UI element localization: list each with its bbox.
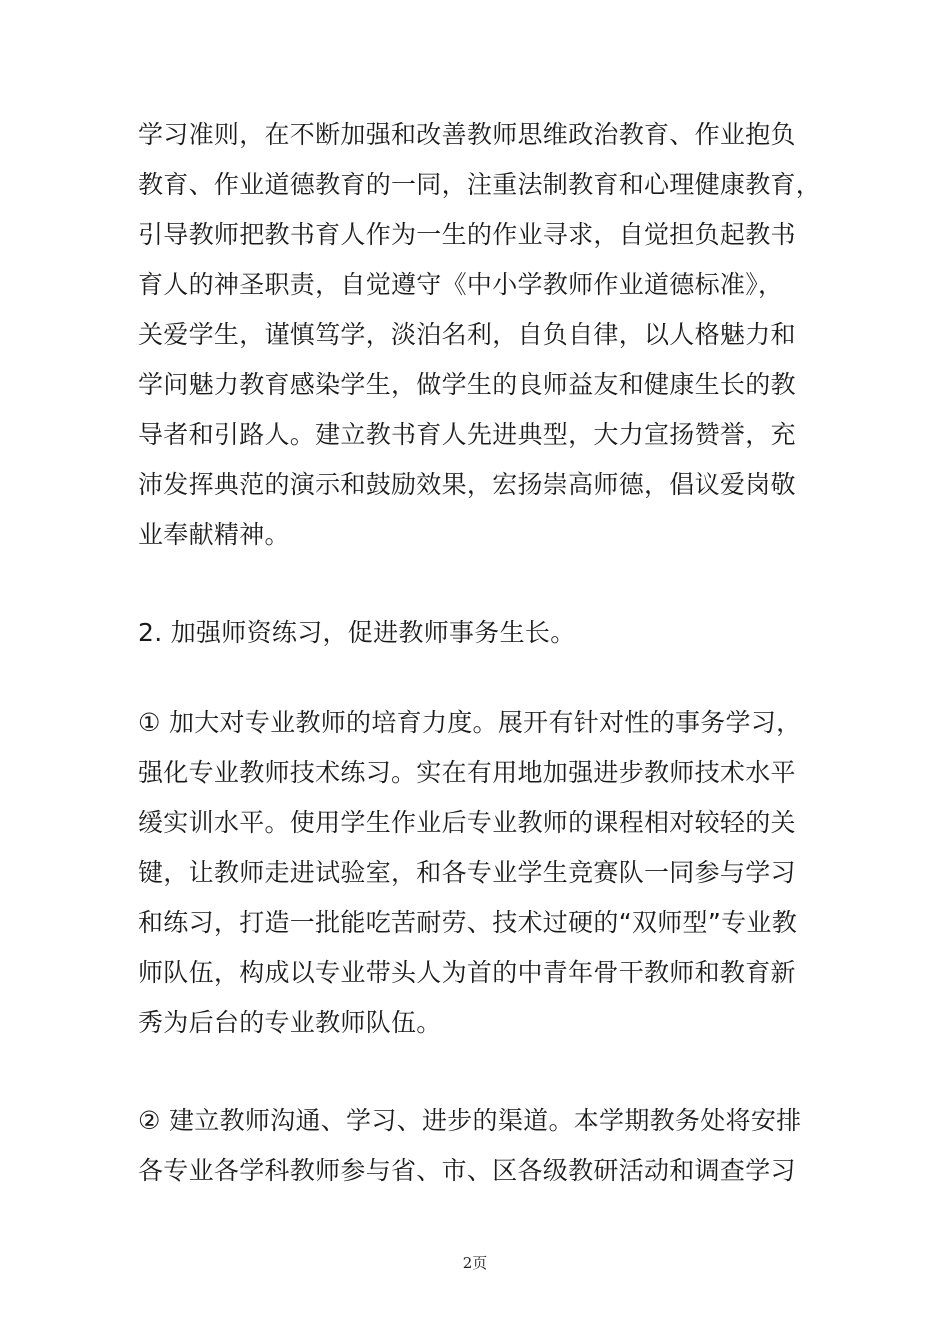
section-heading-2: [138, 608, 818, 658]
text-line: 沛发挥典范的演示和鼓励效果，宏扬崇高师德，倡议爱岗敬: [138, 470, 796, 499]
text-line: 键，让教师走进试验室，和各专业学生竞赛队一同参与学习: [138, 858, 796, 887]
text-line: 关爱学生，谨慎笃学，淡泊名利，自负自律，以人格魅力和: [138, 320, 796, 349]
text-line: 强化专业教师技术练习。实在有用地加强进步教师技术水平: [138, 758, 796, 787]
page-number: 2页: [462, 1254, 488, 1272]
heading-text: 2. 加强师资练习，促进教师事务生长。: [138, 618, 576, 647]
paragraph-teacher-ethics: [138, 110, 822, 560]
text-line: 育人的神圣职责，自觉遵守《中小学教师作业道德标准》，: [138, 270, 784, 299]
document-body: [138, 110, 822, 1196]
text-line: 缓实训水平。使用学生作业后专业教师的课程相对较轻的关: [138, 808, 796, 837]
text-line: 导者和引路人。建立教书育人先进典型，大力宣扬赞誉，充: [138, 420, 796, 449]
text-line: 业奉献精神。: [138, 520, 290, 549]
text-line: ① 加大对专业教师的培育力度。展开有针对性的事务学习，: [138, 708, 802, 737]
text-line: 师队伍，构成以专业带头人为首的中青年骨干教师和教育新: [138, 958, 796, 987]
text-line: ② 建立教师沟通、学习、进步的渠道。本学期教务处将安排: [138, 1106, 802, 1135]
paragraph-item-2: [138, 1096, 818, 1196]
text-line: 学问魅力教育感染学生，做学生的良师益友和健康生长的教: [138, 370, 796, 399]
text-line: 学习准则，在不断加强和改善教师思维政治教育、作业抱负: [138, 120, 796, 149]
paragraph-item-1: [138, 698, 818, 1048]
text-line: 和练习，打造一批能吃苦耐劳、技术过硬的“双师型”专业教: [138, 908, 798, 937]
text-line: 秀为后台的专业教师队伍。: [138, 1008, 442, 1037]
text-line: 教育、作业道德教育的一同，注重法制教育和心理健康教育，: [138, 170, 822, 199]
text-line: 引导教师把教书育人作为一生的作业寻求，自觉担负起教书: [138, 220, 796, 249]
text-line: 各专业各学科教师参与省、市、区各级教研活动和调查学习: [138, 1156, 796, 1185]
